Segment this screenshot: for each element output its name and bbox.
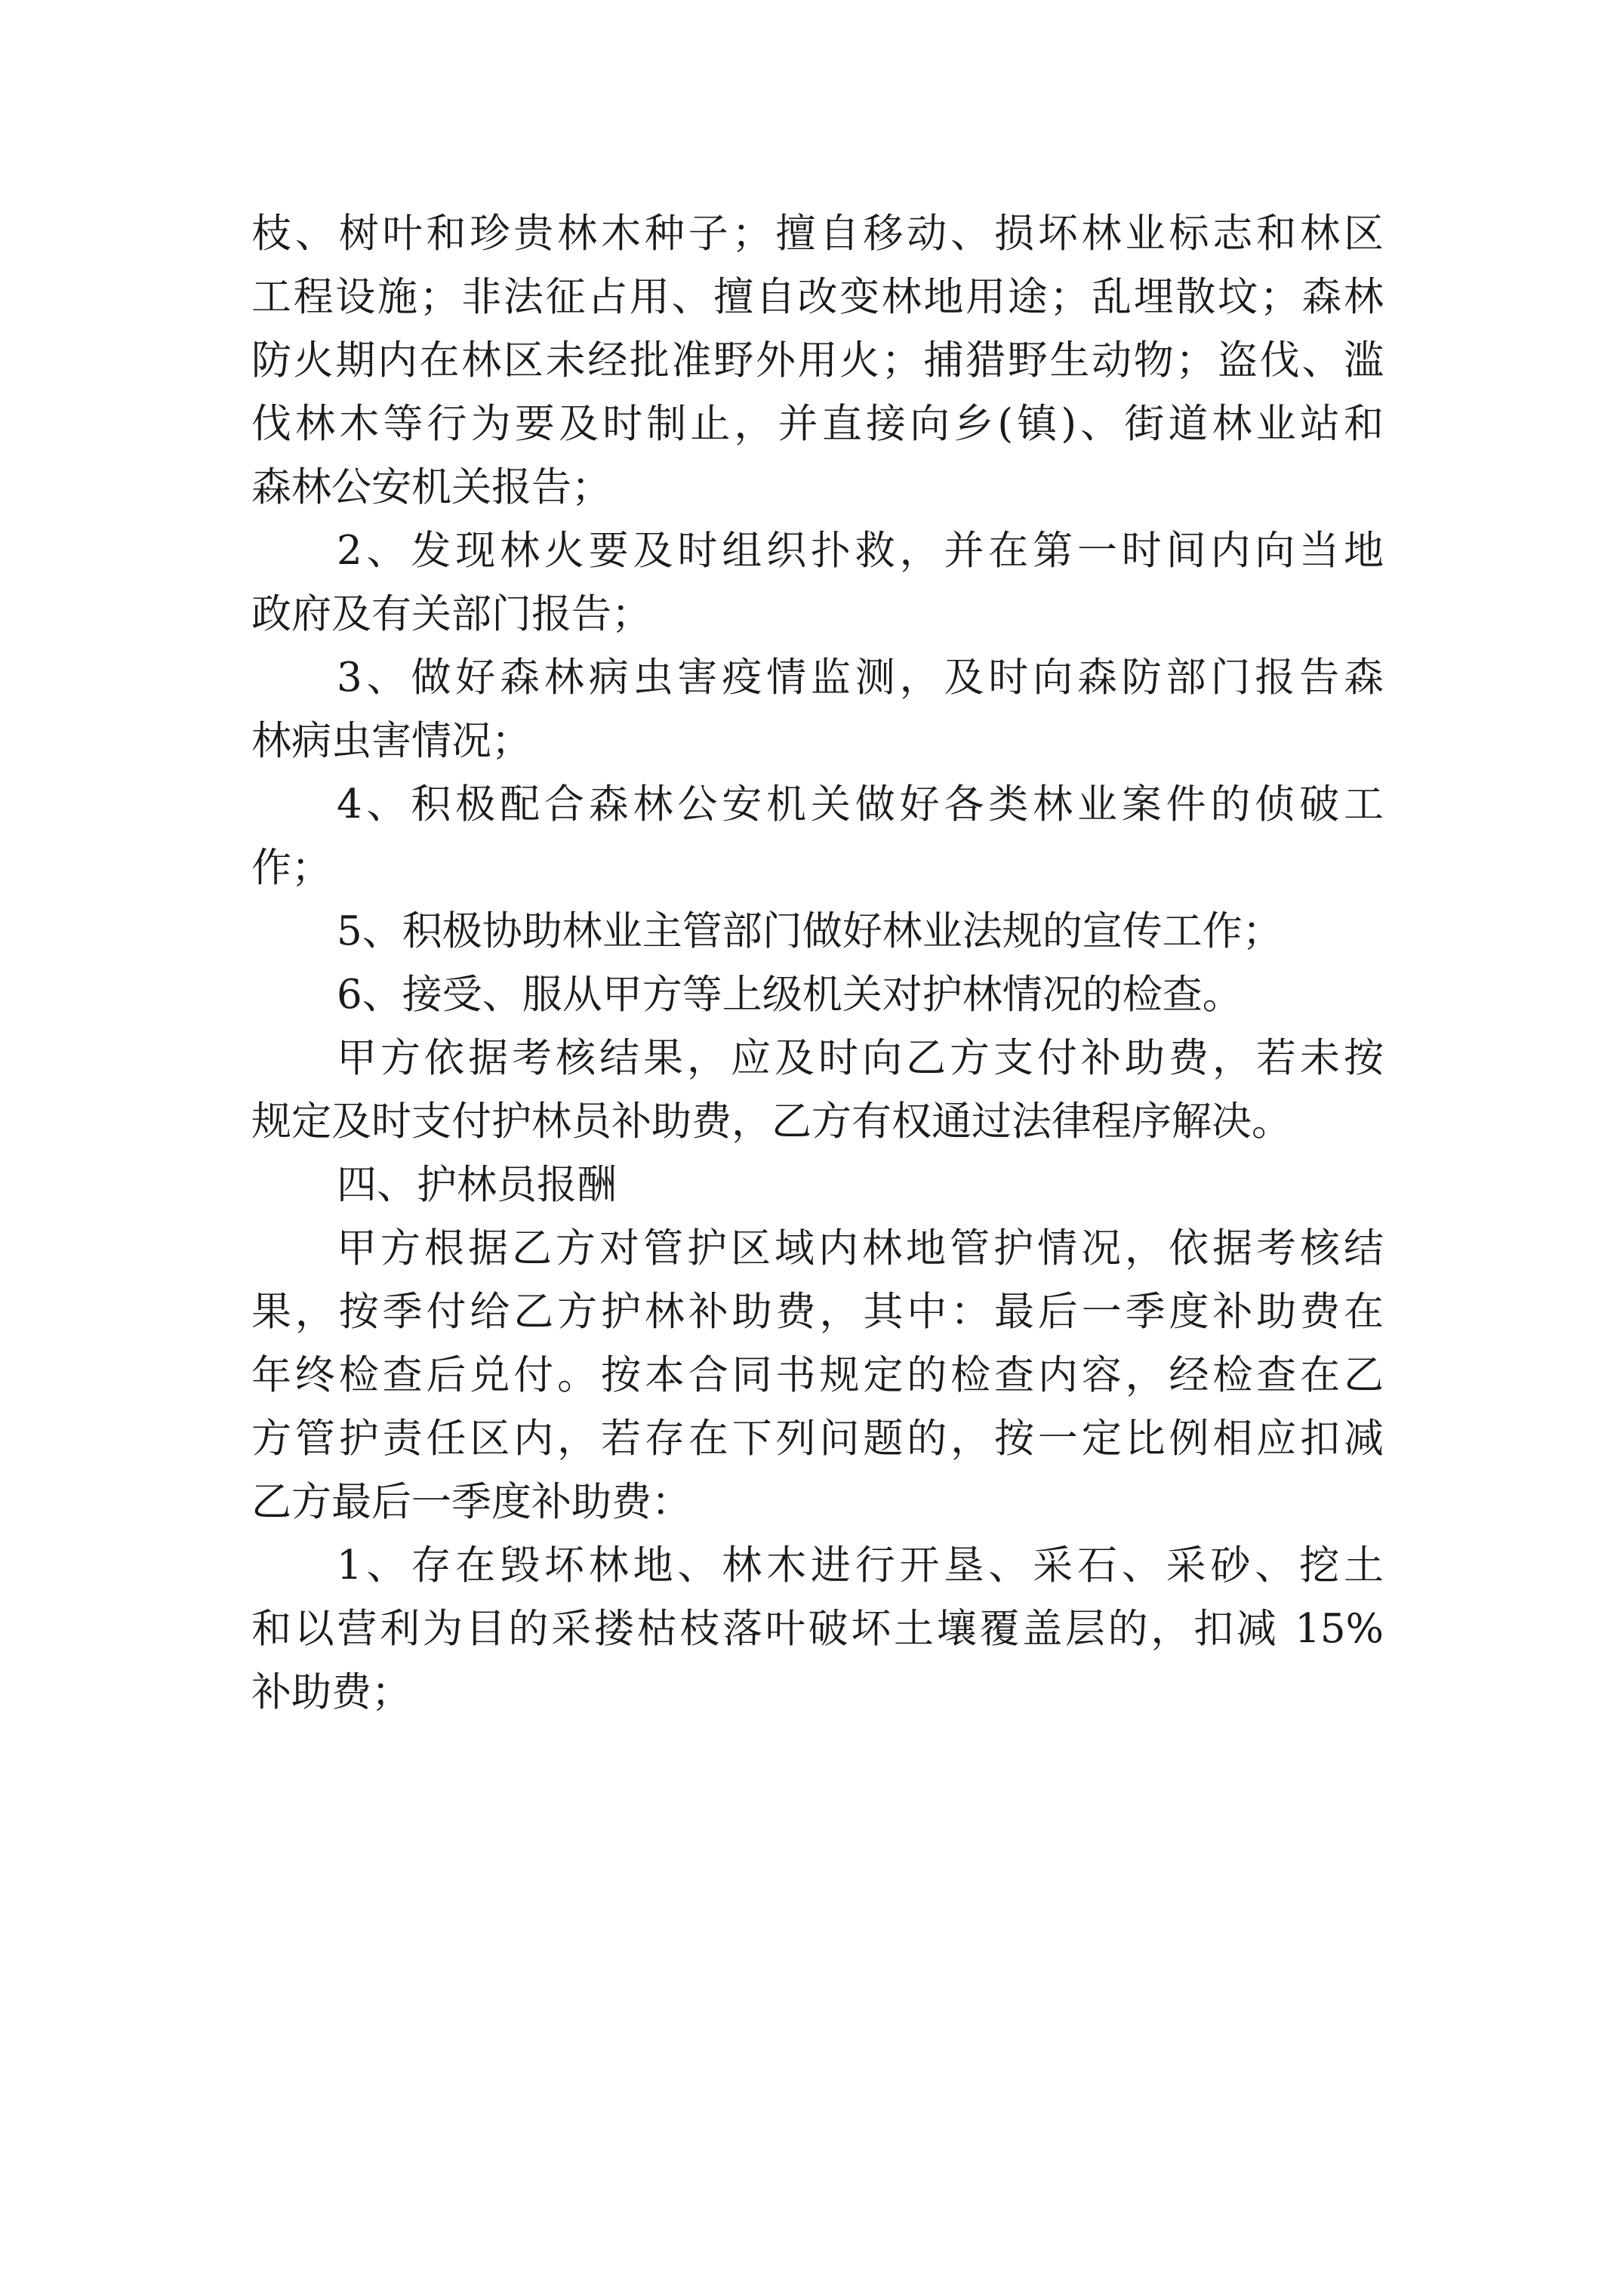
text-line: 方管护责任区内，若存在下列问题的，按一定比例相应扣减 <box>251 1416 1384 1462</box>
document-body <box>251 202 1384 1724</box>
text-line: 防火期内在林区未经批准野外用火；捕猎野生动物；盗伐、滥 <box>251 337 1384 384</box>
text-line: 甲方根据乙方对管护区域内林地管护情况，依据考核结 <box>337 1225 1384 1271</box>
text-line: 乙方最后一季度补助费： <box>251 1479 691 1525</box>
text-line: 规定及时支付护林员补助费，乙方有权通过法律程序解决。 <box>251 1099 1292 1145</box>
text-line: 甲方依据考核结果，应及时向乙方支付补助费，若未按 <box>337 1035 1384 1081</box>
text-line: 和以营利为目的采搂枯枝落叶破坏土壤覆盖层的，扣减 15% <box>251 1606 1384 1652</box>
text-line: 森林公安机关报告； <box>251 464 611 510</box>
text-line: 1、存在毁坏林地、林木进行开垦、采石、采砂、挖土 <box>337 1542 1384 1589</box>
text-line: 补助费； <box>251 1669 411 1715</box>
text-line: 3、做好森林病虫害疫情监测，及时向森防部门报告森 <box>337 655 1384 701</box>
text-line: 林病虫害情况； <box>251 718 531 764</box>
text-line: 5、积极协助林业主管部门做好林业法规的宣传工作； <box>337 908 1283 954</box>
text-line: 政府及有关部门报告； <box>251 591 651 637</box>
text-line: 枝、树叶和珍贵林木种子；擅自移动、损坏林业标志和林区 <box>251 211 1384 257</box>
text-line: 果，按季付给乙方护林补助费，其中：最后一季度补助费在 <box>251 1289 1384 1335</box>
text-line: 作； <box>251 845 331 891</box>
text-line: 伐林木等行为要及时制止，并直接向乡(镇)、街道林业站和 <box>251 401 1384 447</box>
section-heading: 四、护林员报酬 <box>337 1162 617 1208</box>
text-line: 6、接受、服从甲方等上级机关对护林情况的检查。 <box>337 972 1243 1018</box>
text-line: 工程设施；非法征占用、擅自改变林地用途；乱埋散坟；森林 <box>251 274 1384 320</box>
text-line: 2、发现林火要及时组织扑救，并在第一时间内向当地 <box>337 528 1384 574</box>
text-line: 4、积极配合森林公安机关做好各类林业案件的侦破工 <box>337 781 1384 827</box>
text-line: 年终检查后兑付。按本合同书规定的检查内容，经检查在乙 <box>251 1352 1384 1398</box>
